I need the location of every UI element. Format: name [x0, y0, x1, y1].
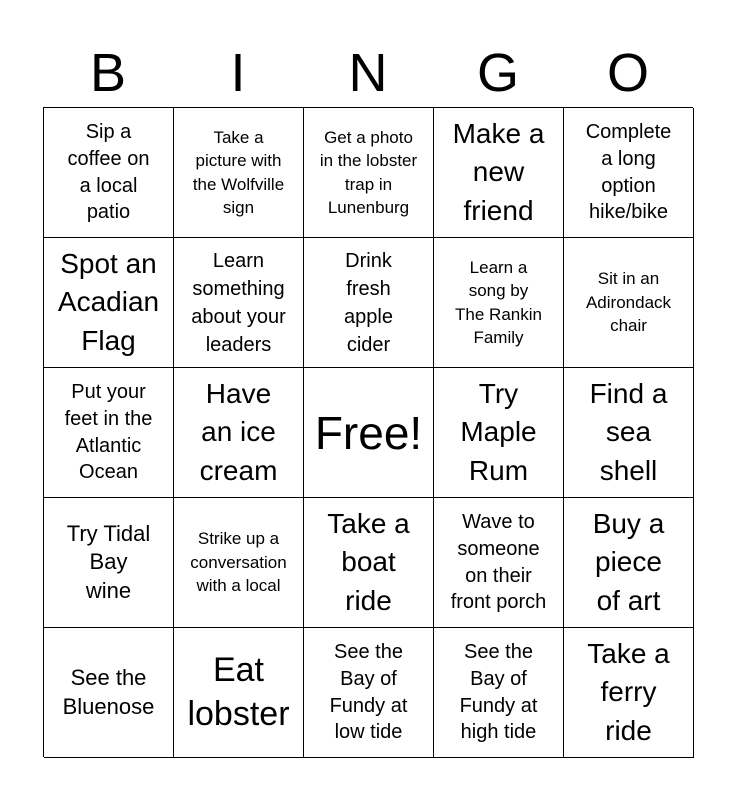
bingo-cell-r5-c1: See the Bluenose — [44, 628, 174, 758]
bingo-cell-r5-c3: See the Bay of Fundy at low tide — [304, 628, 434, 758]
bingo-board — [43, 107, 693, 757]
bingo-cell-r3-c2: Have an ice cream — [174, 368, 304, 498]
bingo-cell-r1-c2: Take a picture with the Wolfville sign — [174, 108, 304, 238]
bingo-cell-free: Free! — [304, 368, 434, 498]
bingo-cell-r4-c4: Wave to someone on their front porch — [434, 498, 564, 628]
header-letter-g: G — [476, 43, 519, 103]
bingo-cell-r5-c5: Take a ferry ride — [564, 628, 694, 758]
bingo-cell-r1-c3: Get a photo in the lobster trap in Lunenburg — [304, 108, 434, 238]
bingo-cell-r2-c2: Learn something about your leaders — [174, 238, 304, 368]
bingo-cell-r5-c2: Eat lobster — [174, 628, 304, 758]
bingo-cell-r3-c5: Find a sea shell — [564, 368, 694, 498]
bingo-cell-r2-c4: Learn a song by The Rankin Family — [434, 238, 564, 368]
bingo-cell-r1-c5: Complete a long option hike/bike — [564, 108, 694, 238]
bingo-cell-r1-c4: Make a new friend — [434, 108, 564, 238]
bingo-header — [43, 40, 693, 106]
bingo-cell-r2-c3: Drink fresh apple cider — [304, 238, 434, 368]
bingo-cell-r2-c1: Spot an Acadian Flag — [44, 238, 174, 368]
header-letter-b: B — [89, 43, 127, 103]
header-letter-n: N — [348, 43, 388, 103]
bingo-cell-r4-c3: Take a boat ride — [304, 498, 434, 628]
bingo-cell-r4-c1: Try Tidal Bay wine — [44, 498, 174, 628]
bingo-cell-r3-c4: Try Maple Rum — [434, 368, 564, 498]
bingo-cell-r2-c5: Sit in an Adirondack chair — [564, 238, 694, 368]
bingo-cell-r3-c1: Put your feet in the Atlantic Ocean — [44, 368, 174, 498]
header-letter-i: I — [230, 43, 246, 103]
bingo-cell-r4-c2: Strike up a conversation with a local — [174, 498, 304, 628]
bingo-cell-r1-c1: Sip a coffee on a local patio — [44, 108, 174, 238]
bingo-cell-r5-c4: See the Bay of Fundy at high tide — [434, 628, 564, 758]
header-letter-o: O — [606, 43, 649, 103]
bingo-cell-r4-c5: Buy a piece of art — [564, 498, 694, 628]
